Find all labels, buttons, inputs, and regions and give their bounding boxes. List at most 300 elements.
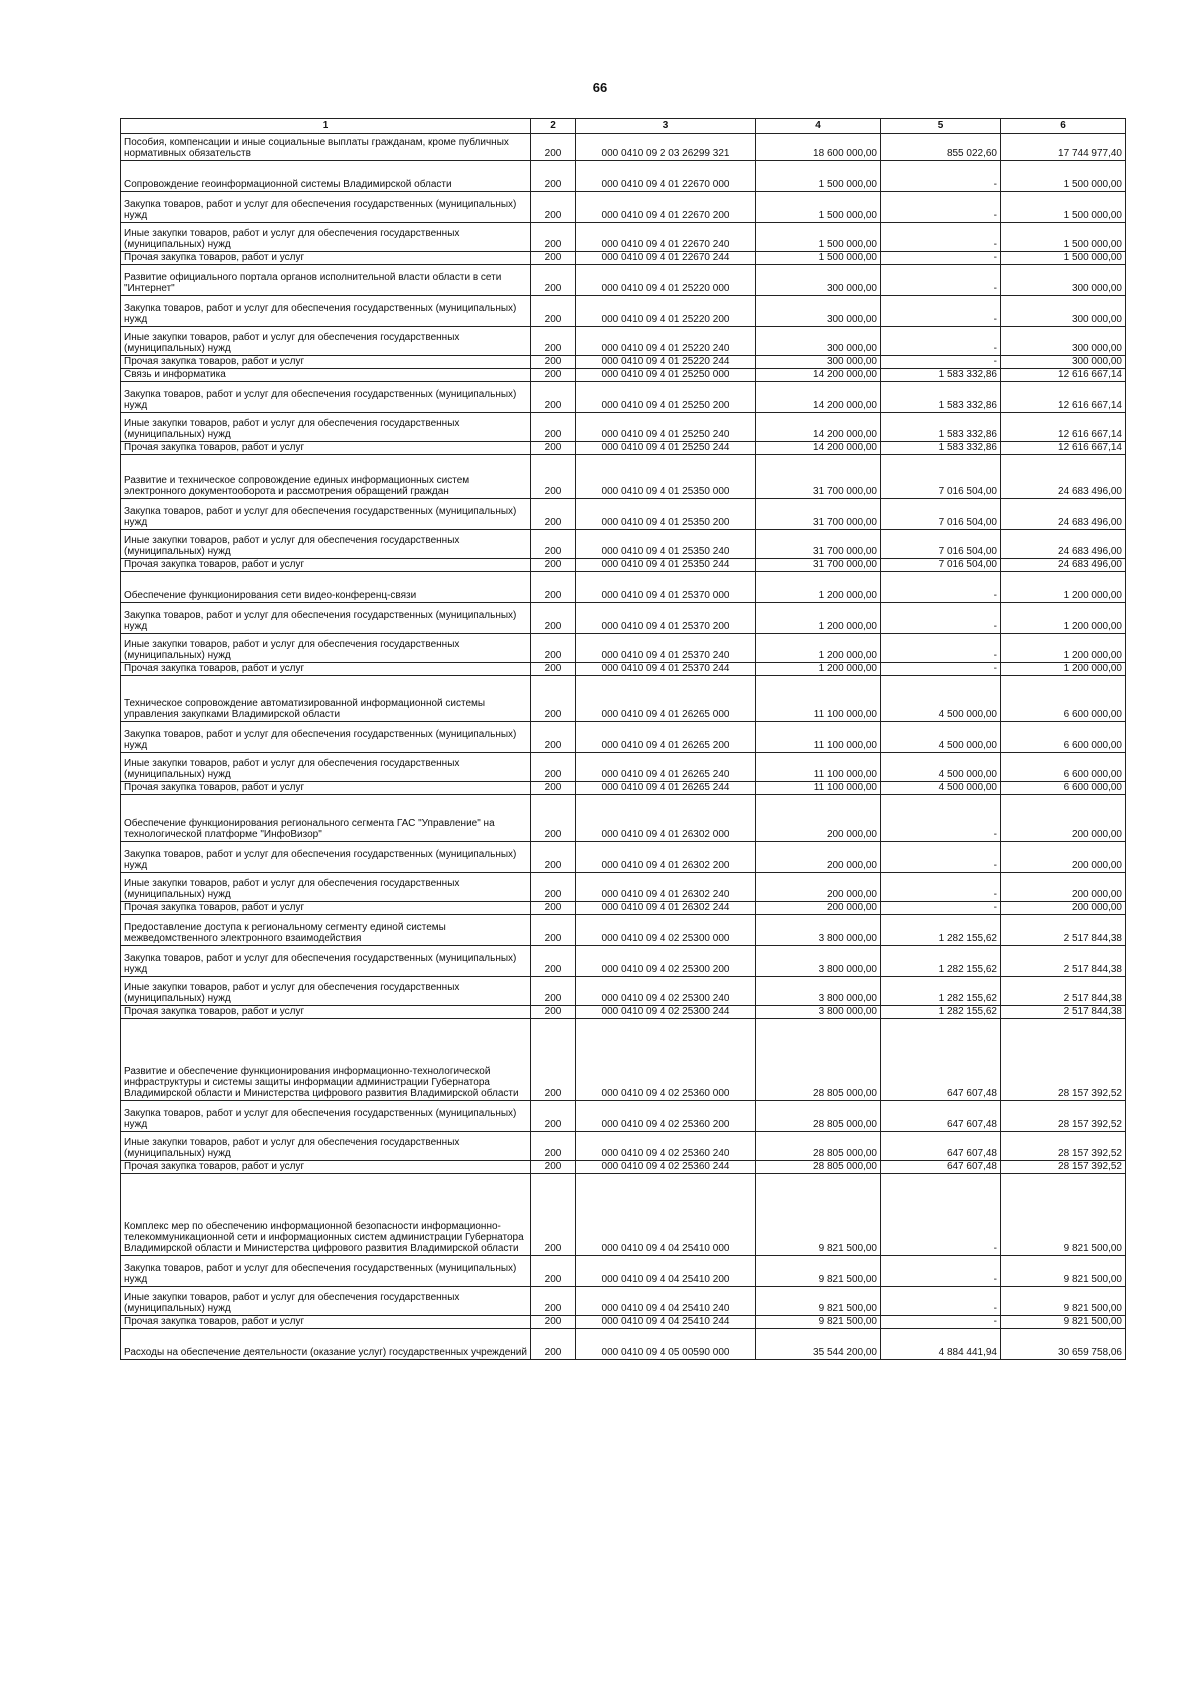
row-classification-code: 000 0410 09 4 02 25360 000 <box>576 1019 756 1101</box>
table-row <box>121 634 1126 663</box>
row-name: Предоставление доступа к региональному сегменту единой системы межведомственного электронного взаимодействия <box>121 915 531 946</box>
row-name: Иные закупки товаров, работ и услуг для обеспечения государственных (муниципальных) нужд <box>121 753 531 782</box>
table-row <box>121 873 1126 902</box>
table-row <box>121 603 1126 634</box>
row-remaining-amount: 9 821 500,00 <box>1001 1287 1126 1316</box>
row-remaining-amount: 28 157 392,52 <box>1001 1132 1126 1161</box>
row-remaining-amount: 1 200 000,00 <box>1001 663 1126 676</box>
row-admin-code: 200 <box>531 946 576 977</box>
row-executed-amount: 7 016 504,00 <box>881 455 1001 499</box>
row-name: Прочая закупка товаров, работ и услуг <box>121 902 531 915</box>
row-approved-amount: 18 600 000,00 <box>756 134 881 161</box>
row-remaining-amount: 24 683 496,00 <box>1001 530 1126 559</box>
row-approved-amount: 14 200 000,00 <box>756 413 881 442</box>
row-approved-amount: 31 700 000,00 <box>756 559 881 572</box>
row-admin-code: 200 <box>531 1316 576 1329</box>
row-admin-code: 200 <box>531 161 576 192</box>
row-name: Сопровождение геоинформационной системы Владимирской области <box>121 161 531 192</box>
row-classification-code: 000 0410 09 4 01 26265 000 <box>576 676 756 722</box>
row-admin-code: 200 <box>531 915 576 946</box>
row-approved-amount: 28 805 000,00 <box>756 1132 881 1161</box>
row-name: Прочая закупка товаров, работ и услуг <box>121 1006 531 1019</box>
row-approved-amount: 9 821 500,00 <box>756 1287 881 1316</box>
row-remaining-amount: 24 683 496,00 <box>1001 559 1126 572</box>
row-name: Закупка товаров, работ и услуг для обеспечения государственных (муниципальных) нужд <box>121 192 531 223</box>
row-approved-amount: 9 821 500,00 <box>756 1256 881 1287</box>
row-admin-code: 200 <box>531 1287 576 1316</box>
table-row <box>121 559 1126 572</box>
table-row <box>121 265 1126 296</box>
row-executed-amount: 1 282 155,62 <box>881 946 1001 977</box>
row-remaining-amount: 200 000,00 <box>1001 902 1126 915</box>
row-executed-amount: 1 282 155,62 <box>881 915 1001 946</box>
row-name: Прочая закупка товаров, работ и услуг <box>121 252 531 265</box>
table-row <box>121 369 1126 382</box>
table-row <box>121 1006 1126 1019</box>
column-header-5: 5 <box>881 119 1001 134</box>
table-row <box>121 530 1126 559</box>
row-approved-amount: 1 500 000,00 <box>756 223 881 252</box>
row-admin-code: 200 <box>531 192 576 223</box>
row-executed-amount: 4 500 000,00 <box>881 722 1001 753</box>
row-classification-code: 000 0410 09 4 01 22670 244 <box>576 252 756 265</box>
row-executed-amount: 647 607,48 <box>881 1161 1001 1174</box>
table-row <box>121 722 1126 753</box>
row-classification-code: 000 0410 09 4 01 25220 240 <box>576 327 756 356</box>
table-row <box>121 753 1126 782</box>
table-row <box>121 977 1126 1006</box>
row-remaining-amount: 1 200 000,00 <box>1001 634 1126 663</box>
row-name: Комплекс мер по обеспечению информационной безопасности информационно-телекоммуникационной сети и информационных систем администрации Губернатора Владимирской области и Министерства цифрового развития Владимирской области <box>121 1174 531 1256</box>
table-row <box>121 795 1126 842</box>
row-approved-amount: 1 200 000,00 <box>756 603 881 634</box>
row-executed-amount: - <box>881 296 1001 327</box>
row-name: Закупка товаров, работ и услуг для обеспечения государственных (муниципальных) нужд <box>121 603 531 634</box>
row-name: Развитие и обеспечение функционирования информационно-технологической инфраструктуры и системы защиты информации администрации Губернатора Владимирской области и Министерства цифрового развития Владимирской области <box>121 1019 531 1101</box>
row-executed-amount: 855 022,60 <box>881 134 1001 161</box>
table-row <box>121 782 1126 795</box>
table-row <box>121 1256 1126 1287</box>
row-name: Прочая закупка товаров, работ и услуг <box>121 559 531 572</box>
row-executed-amount: 647 607,48 <box>881 1101 1001 1132</box>
row-approved-amount: 9 821 500,00 <box>756 1316 881 1329</box>
row-executed-amount: 7 016 504,00 <box>881 499 1001 530</box>
row-classification-code: 000 0410 09 4 01 25250 244 <box>576 442 756 455</box>
row-classification-code: 000 0410 09 4 01 25370 000 <box>576 572 756 603</box>
row-name: Иные закупки товаров, работ и услуг для обеспечения государственных (муниципальных) нужд <box>121 977 531 1006</box>
row-remaining-amount: 28 157 392,52 <box>1001 1161 1126 1174</box>
row-approved-amount: 11 100 000,00 <box>756 782 881 795</box>
row-executed-amount: 1 282 155,62 <box>881 977 1001 1006</box>
row-remaining-amount: 2 517 844,38 <box>1001 946 1126 977</box>
column-header-2: 2 <box>531 119 576 134</box>
row-approved-amount: 14 200 000,00 <box>756 369 881 382</box>
row-classification-code: 000 0410 09 4 01 25350 240 <box>576 530 756 559</box>
row-admin-code: 200 <box>531 252 576 265</box>
row-approved-amount: 200 000,00 <box>756 842 881 873</box>
row-executed-amount: 1 583 332,86 <box>881 413 1001 442</box>
row-classification-code: 000 0410 09 4 01 25350 244 <box>576 559 756 572</box>
row-name: Обеспечение функционирования сети видео-конференц-связи <box>121 572 531 603</box>
row-admin-code: 200 <box>531 572 576 603</box>
table-row <box>121 455 1126 499</box>
row-executed-amount: 1 583 332,86 <box>881 442 1001 455</box>
row-executed-amount: - <box>881 265 1001 296</box>
row-approved-amount: 3 800 000,00 <box>756 977 881 1006</box>
row-approved-amount: 3 800 000,00 <box>756 946 881 977</box>
row-admin-code: 200 <box>531 265 576 296</box>
row-executed-amount: 1 583 332,86 <box>881 382 1001 413</box>
row-remaining-amount: 200 000,00 <box>1001 873 1126 902</box>
row-admin-code: 200 <box>531 1101 576 1132</box>
row-classification-code: 000 0410 09 4 01 25370 240 <box>576 634 756 663</box>
row-executed-amount: - <box>881 327 1001 356</box>
table-row <box>121 161 1126 192</box>
row-executed-amount: 647 607,48 <box>881 1132 1001 1161</box>
row-approved-amount: 3 800 000,00 <box>756 915 881 946</box>
row-classification-code: 000 0410 09 4 05 00590 000 <box>576 1329 756 1360</box>
row-admin-code: 200 <box>531 455 576 499</box>
row-remaining-amount: 12 616 667,14 <box>1001 369 1126 382</box>
row-executed-amount: - <box>881 356 1001 369</box>
row-executed-amount: - <box>881 252 1001 265</box>
row-name: Иные закупки товаров, работ и услуг для обеспечения государственных (муниципальных) нужд <box>121 327 531 356</box>
row-name: Прочая закупка товаров, работ и услуг <box>121 782 531 795</box>
table-row <box>121 442 1126 455</box>
row-approved-amount: 31 700 000,00 <box>756 530 881 559</box>
row-admin-code: 200 <box>531 1256 576 1287</box>
row-admin-code: 200 <box>531 1161 576 1174</box>
row-approved-amount: 11 100 000,00 <box>756 753 881 782</box>
row-executed-amount: - <box>881 1316 1001 1329</box>
row-admin-code: 200 <box>531 842 576 873</box>
row-executed-amount: 7 016 504,00 <box>881 530 1001 559</box>
row-admin-code: 200 <box>531 223 576 252</box>
row-name: Закупка товаров, работ и услуг для обеспечения государственных (муниципальных) нужд <box>121 382 531 413</box>
row-approved-amount: 1 500 000,00 <box>756 192 881 223</box>
row-remaining-amount: 12 616 667,14 <box>1001 382 1126 413</box>
row-remaining-amount: 2 517 844,38 <box>1001 1006 1126 1019</box>
row-name: Иные закупки товаров, работ и услуг для обеспечения государственных (муниципальных) нужд <box>121 1287 531 1316</box>
row-executed-amount: 647 607,48 <box>881 1019 1001 1101</box>
row-approved-amount: 1 200 000,00 <box>756 634 881 663</box>
row-remaining-amount: 300 000,00 <box>1001 265 1126 296</box>
table-row <box>121 356 1126 369</box>
row-executed-amount: - <box>881 902 1001 915</box>
row-classification-code: 000 0410 09 4 02 25300 244 <box>576 1006 756 1019</box>
row-admin-code: 200 <box>531 530 576 559</box>
row-executed-amount: 4 500 000,00 <box>881 753 1001 782</box>
row-remaining-amount: 28 157 392,52 <box>1001 1019 1126 1101</box>
row-approved-amount: 35 544 200,00 <box>756 1329 881 1360</box>
row-name: Расходы на обеспечение деятельности (оказание услуг) государственных учреждений <box>121 1329 531 1360</box>
row-admin-code: 200 <box>531 663 576 676</box>
row-approved-amount: 1 500 000,00 <box>756 161 881 192</box>
table-row <box>121 223 1126 252</box>
row-classification-code: 000 0410 09 4 02 25360 200 <box>576 1101 756 1132</box>
row-remaining-amount: 2 517 844,38 <box>1001 977 1126 1006</box>
row-admin-code: 200 <box>531 753 576 782</box>
row-remaining-amount: 2 517 844,38 <box>1001 915 1126 946</box>
row-approved-amount: 1 500 000,00 <box>756 252 881 265</box>
row-executed-amount: - <box>881 1174 1001 1256</box>
row-classification-code: 000 0410 09 4 01 25250 240 <box>576 413 756 442</box>
row-approved-amount: 28 805 000,00 <box>756 1101 881 1132</box>
row-name: Иные закупки товаров, работ и услуг для обеспечения государственных (муниципальных) нужд <box>121 530 531 559</box>
row-approved-amount: 11 100 000,00 <box>756 676 881 722</box>
row-classification-code: 000 0410 09 4 04 25410 240 <box>576 1287 756 1316</box>
row-approved-amount: 14 200 000,00 <box>756 382 881 413</box>
row-approved-amount: 300 000,00 <box>756 327 881 356</box>
row-name: Закупка товаров, работ и услуг для обеспечения государственных (муниципальных) нужд <box>121 946 531 977</box>
row-admin-code: 200 <box>531 382 576 413</box>
row-remaining-amount: 300 000,00 <box>1001 327 1126 356</box>
row-admin-code: 200 <box>531 1006 576 1019</box>
row-name: Прочая закупка товаров, работ и услуг <box>121 356 531 369</box>
row-name: Развитие официального портала органов исполнительной власти области в сети "Интернет" <box>121 265 531 296</box>
row-classification-code: 000 0410 09 4 02 25300 000 <box>576 915 756 946</box>
row-approved-amount: 1 200 000,00 <box>756 572 881 603</box>
row-admin-code: 200 <box>531 902 576 915</box>
row-admin-code: 200 <box>531 1329 576 1360</box>
row-classification-code: 000 0410 09 4 01 26302 240 <box>576 873 756 902</box>
row-remaining-amount: 30 659 758,06 <box>1001 1329 1126 1360</box>
row-executed-amount: - <box>881 1287 1001 1316</box>
table-row <box>121 663 1126 676</box>
row-admin-code: 200 <box>531 559 576 572</box>
row-approved-amount: 14 200 000,00 <box>756 442 881 455</box>
row-classification-code: 000 0410 09 4 02 25300 200 <box>576 946 756 977</box>
row-executed-amount: 1 583 332,86 <box>881 369 1001 382</box>
row-remaining-amount: 12 616 667,14 <box>1001 413 1126 442</box>
row-classification-code: 000 0410 09 4 02 25360 240 <box>576 1132 756 1161</box>
row-name: Прочая закупка товаров, работ и услуг <box>121 1316 531 1329</box>
row-name: Закупка товаров, работ и услуг для обеспечения государственных (муниципальных) нужд <box>121 499 531 530</box>
row-classification-code: 000 0410 09 4 04 25410 000 <box>576 1174 756 1256</box>
table-row <box>121 1287 1126 1316</box>
row-remaining-amount: 1 200 000,00 <box>1001 603 1126 634</box>
row-executed-amount: - <box>881 603 1001 634</box>
table-body <box>121 119 1126 1360</box>
row-admin-code: 200 <box>531 356 576 369</box>
table-row <box>121 192 1126 223</box>
row-admin-code: 200 <box>531 369 576 382</box>
row-name: Закупка товаров, работ и услуг для обеспечения государственных (муниципальных) нужд <box>121 722 531 753</box>
row-admin-code: 200 <box>531 782 576 795</box>
row-approved-amount: 300 000,00 <box>756 265 881 296</box>
row-admin-code: 200 <box>531 795 576 842</box>
column-header-6: 6 <box>1001 119 1126 134</box>
row-approved-amount: 9 821 500,00 <box>756 1174 881 1256</box>
row-name: Иные закупки товаров, работ и услуг для обеспечения государственных (муниципальных) нужд <box>121 634 531 663</box>
row-approved-amount: 200 000,00 <box>756 902 881 915</box>
budget-table <box>120 118 1126 1360</box>
row-approved-amount: 300 000,00 <box>756 296 881 327</box>
row-executed-amount: - <box>881 873 1001 902</box>
row-classification-code: 000 0410 09 4 01 25220 000 <box>576 265 756 296</box>
row-executed-amount: 4 884 441,94 <box>881 1329 1001 1360</box>
row-admin-code: 200 <box>531 676 576 722</box>
row-classification-code: 000 0410 09 4 01 22670 000 <box>576 161 756 192</box>
row-remaining-amount: 200 000,00 <box>1001 795 1126 842</box>
row-classification-code: 000 0410 09 4 02 25360 244 <box>576 1161 756 1174</box>
table-row <box>121 842 1126 873</box>
row-name: Прочая закупка товаров, работ и услуг <box>121 663 531 676</box>
row-approved-amount: 200 000,00 <box>756 795 881 842</box>
table-row <box>121 382 1126 413</box>
row-remaining-amount: 6 600 000,00 <box>1001 782 1126 795</box>
row-executed-amount: 4 500 000,00 <box>881 782 1001 795</box>
row-remaining-amount: 1 500 000,00 <box>1001 192 1126 223</box>
row-classification-code: 000 0410 09 4 01 26302 244 <box>576 902 756 915</box>
row-name: Связь и информатика <box>121 369 531 382</box>
row-executed-amount: - <box>881 663 1001 676</box>
row-executed-amount: - <box>881 634 1001 663</box>
row-executed-amount: - <box>881 192 1001 223</box>
row-remaining-amount: 17 744 977,40 <box>1001 134 1126 161</box>
table-row <box>121 413 1126 442</box>
table-row <box>121 1132 1126 1161</box>
row-name: Закупка товаров, работ и услуг для обеспечения государственных (муниципальных) нужд <box>121 842 531 873</box>
row-classification-code: 000 0410 09 4 01 22670 200 <box>576 192 756 223</box>
row-classification-code: 000 0410 09 4 01 25250 200 <box>576 382 756 413</box>
column-header-3: 3 <box>576 119 756 134</box>
row-remaining-amount: 1 200 000,00 <box>1001 572 1126 603</box>
row-classification-code: 000 0410 09 4 01 25250 000 <box>576 369 756 382</box>
row-classification-code: 000 0410 09 4 04 25410 244 <box>576 1316 756 1329</box>
row-classification-code: 000 0410 09 4 01 25350 200 <box>576 499 756 530</box>
row-remaining-amount: 9 821 500,00 <box>1001 1256 1126 1287</box>
table-row <box>121 946 1126 977</box>
row-remaining-amount: 300 000,00 <box>1001 356 1126 369</box>
row-admin-code: 200 <box>531 499 576 530</box>
row-remaining-amount: 1 500 000,00 <box>1001 223 1126 252</box>
row-executed-amount: 4 500 000,00 <box>881 676 1001 722</box>
row-remaining-amount: 300 000,00 <box>1001 296 1126 327</box>
row-classification-code: 000 0410 09 4 01 25370 244 <box>576 663 756 676</box>
row-approved-amount: 1 200 000,00 <box>756 663 881 676</box>
row-classification-code: 000 0410 09 4 01 25220 200 <box>576 296 756 327</box>
row-remaining-amount: 12 616 667,14 <box>1001 442 1126 455</box>
row-executed-amount: - <box>881 842 1001 873</box>
row-admin-code: 200 <box>531 977 576 1006</box>
row-approved-amount: 28 805 000,00 <box>756 1019 881 1101</box>
row-name: Закупка товаров, работ и услуг для обеспечения государственных (муниципальных) нужд <box>121 296 531 327</box>
row-name: Иные закупки товаров, работ и услуг для обеспечения государственных (муниципальных) нужд <box>121 413 531 442</box>
row-name: Пособия, компенсации и иные социальные выплаты гражданам, кроме публичных нормативных обязательств <box>121 134 531 161</box>
row-name: Иные закупки товаров, работ и услуг для обеспечения государственных (муниципальных) нужд <box>121 223 531 252</box>
row-name: Прочая закупка товаров, работ и услуг <box>121 442 531 455</box>
row-classification-code: 000 0410 09 4 01 25370 200 <box>576 603 756 634</box>
row-admin-code: 200 <box>531 1174 576 1256</box>
row-classification-code: 000 0410 09 4 01 26265 240 <box>576 753 756 782</box>
row-admin-code: 200 <box>531 134 576 161</box>
row-admin-code: 200 <box>531 327 576 356</box>
row-remaining-amount: 9 821 500,00 <box>1001 1174 1126 1256</box>
column-header-1: 1 <box>121 119 531 134</box>
row-admin-code: 200 <box>531 1019 576 1101</box>
row-classification-code: 000 0410 09 4 01 25220 244 <box>576 356 756 369</box>
row-approved-amount: 200 000,00 <box>756 873 881 902</box>
row-executed-amount: - <box>881 223 1001 252</box>
row-approved-amount: 300 000,00 <box>756 356 881 369</box>
table-row <box>121 1101 1126 1132</box>
row-classification-code: 000 0410 09 4 02 25300 240 <box>576 977 756 1006</box>
row-admin-code: 200 <box>531 442 576 455</box>
row-remaining-amount: 200 000,00 <box>1001 842 1126 873</box>
row-remaining-amount: 1 500 000,00 <box>1001 252 1126 265</box>
row-admin-code: 200 <box>531 1132 576 1161</box>
row-admin-code: 200 <box>531 603 576 634</box>
row-classification-code: 000 0410 09 2 03 26299 321 <box>576 134 756 161</box>
row-remaining-amount: 9 821 500,00 <box>1001 1316 1126 1329</box>
table-row <box>121 676 1126 722</box>
table-row <box>121 134 1126 161</box>
row-approved-amount: 3 800 000,00 <box>756 1006 881 1019</box>
row-classification-code: 000 0410 09 4 01 26302 000 <box>576 795 756 842</box>
row-executed-amount: 7 016 504,00 <box>881 559 1001 572</box>
row-admin-code: 200 <box>531 634 576 663</box>
row-remaining-amount: 6 600 000,00 <box>1001 722 1126 753</box>
table-row <box>121 915 1126 946</box>
row-admin-code: 200 <box>531 413 576 442</box>
table-row <box>121 327 1126 356</box>
row-classification-code: 000 0410 09 4 01 22670 240 <box>576 223 756 252</box>
row-name: Иные закупки товаров, работ и услуг для обеспечения государственных (муниципальных) нужд <box>121 1132 531 1161</box>
row-name: Техническое сопровождение автоматизированной информационной системы управления закупками Владимирской области <box>121 676 531 722</box>
table-row <box>121 1161 1126 1174</box>
row-classification-code: 000 0410 09 4 01 26265 244 <box>576 782 756 795</box>
table-row <box>121 572 1126 603</box>
table-row <box>121 499 1126 530</box>
table-row <box>121 1174 1126 1256</box>
row-name: Закупка товаров, работ и услуг для обеспечения государственных (муниципальных) нужд <box>121 1256 531 1287</box>
table-row <box>121 1316 1126 1329</box>
row-remaining-amount: 28 157 392,52 <box>1001 1101 1126 1132</box>
row-classification-code: 000 0410 09 4 04 25410 200 <box>576 1256 756 1287</box>
row-classification-code: 000 0410 09 4 01 25350 000 <box>576 455 756 499</box>
table-row <box>121 1019 1126 1101</box>
column-header-4: 4 <box>756 119 881 134</box>
row-admin-code: 200 <box>531 873 576 902</box>
row-name: Закупка товаров, работ и услуг для обеспечения государственных (муниципальных) нужд <box>121 1101 531 1132</box>
row-name: Развитие и техническое сопровождение единых информационных систем электронного документооборота и рассмотрения обращений граждан <box>121 455 531 499</box>
table-row <box>121 296 1126 327</box>
row-name: Обеспечение функционирования регионального сегмента ГАС "Управление" на технологической платформе "ИнфоВизор" <box>121 795 531 842</box>
row-name: Прочая закупка товаров, работ и услуг <box>121 1161 531 1174</box>
row-executed-amount: - <box>881 795 1001 842</box>
row-classification-code: 000 0410 09 4 01 26265 200 <box>576 722 756 753</box>
row-remaining-amount: 24 683 496,00 <box>1001 455 1126 499</box>
row-admin-code: 200 <box>531 296 576 327</box>
page-number: 66 <box>592 80 608 95</box>
row-remaining-amount: 24 683 496,00 <box>1001 499 1126 530</box>
row-executed-amount: 1 282 155,62 <box>881 1006 1001 1019</box>
row-approved-amount: 11 100 000,00 <box>756 722 881 753</box>
row-remaining-amount: 6 600 000,00 <box>1001 753 1126 782</box>
row-executed-amount: - <box>881 161 1001 192</box>
row-executed-amount: - <box>881 572 1001 603</box>
row-admin-code: 200 <box>531 722 576 753</box>
row-remaining-amount: 1 500 000,00 <box>1001 161 1126 192</box>
row-executed-amount: - <box>881 1256 1001 1287</box>
row-approved-amount: 28 805 000,00 <box>756 1161 881 1174</box>
table-row <box>121 252 1126 265</box>
column-number-header-row <box>121 119 1126 134</box>
row-remaining-amount: 6 600 000,00 <box>1001 676 1126 722</box>
row-approved-amount: 31 700 000,00 <box>756 455 881 499</box>
row-name: Иные закупки товаров, работ и услуг для обеспечения государственных (муниципальных) нужд <box>121 873 531 902</box>
